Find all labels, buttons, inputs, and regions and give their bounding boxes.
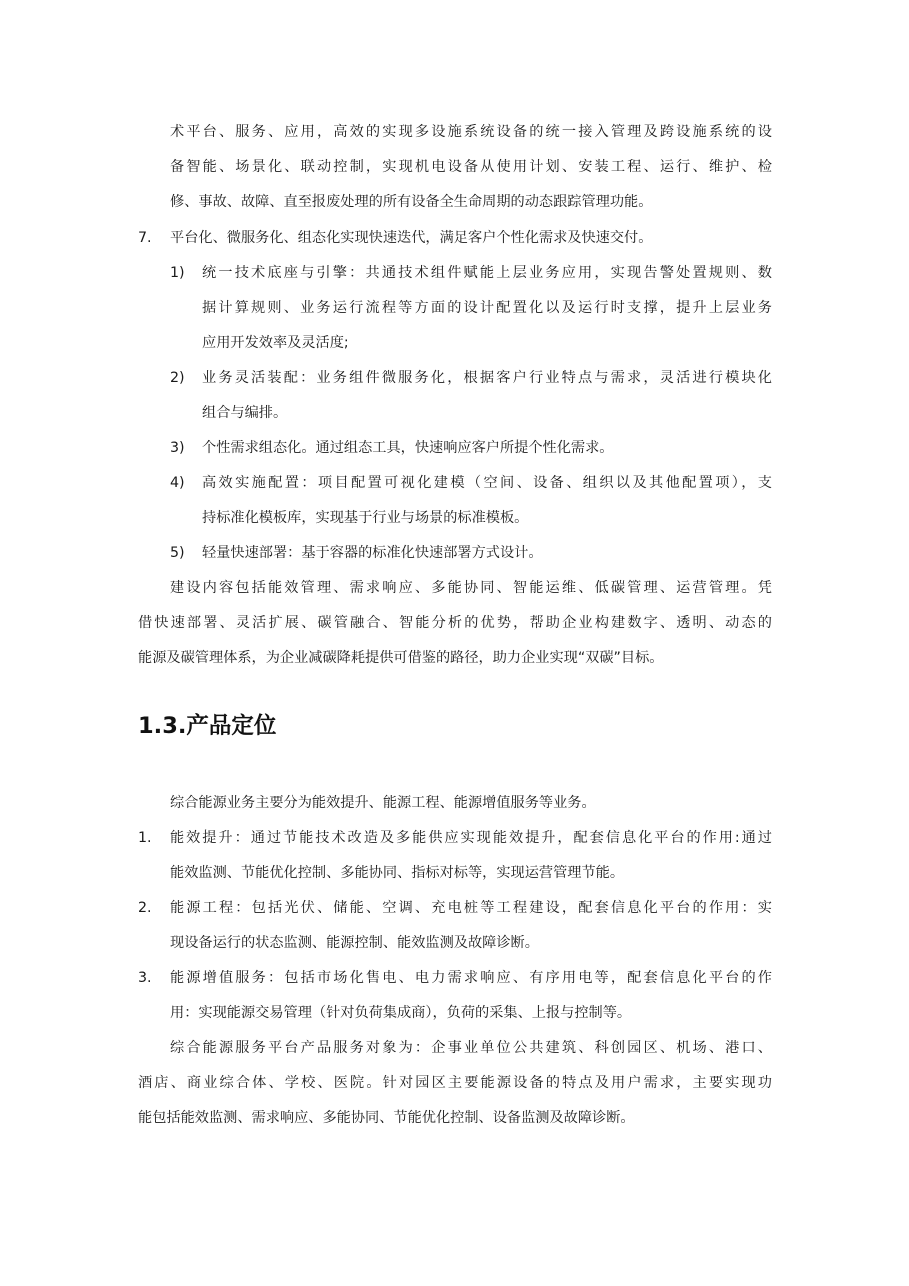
subitem-line: 高效实施配置：项目配置可视化建模（空间、设备、组织以及其他配置项），支 bbox=[202, 475, 772, 491]
list-number: 1. bbox=[138, 830, 152, 846]
list-item-line: 现设备运行的状态监测、能源控制、能效监测及故障诊断。 bbox=[170, 935, 539, 951]
subitem-line: 据计算规则、业务运行流程等方面的设计配置化以及运行时支撑，提升上层业务 bbox=[202, 300, 772, 316]
paragraph-line: 备智能、场景化、联动控制，实现机电设备从使用计划、安装工程、运行、维护、检 bbox=[170, 159, 772, 175]
list-item-line: 能效提升：通过节能技术改造及多能供应实现能效提升，配套信息化平台的作用:通过 bbox=[170, 830, 772, 846]
section-intro: 综合能源业务主要分为能效提升、能源工程、能源增值服务等业务。 bbox=[170, 795, 596, 811]
list-item-line: 能源工程：包括光伏、储能、空调、充电桩等工程建设，配套信息化平台的作用：实 bbox=[170, 900, 772, 916]
paragraph-line: 借快速部署、灵活扩展、碳管融合、智能分析的优势，帮助企业构建数字、透明、动态的 bbox=[138, 615, 772, 631]
paragraph-line: 修、事故、故障、直至报废处理的所有设备全生命周期的动态跟踪管理功能。 bbox=[170, 194, 653, 210]
subitem-number: 3) bbox=[170, 440, 185, 456]
subitem-number: 1) bbox=[170, 265, 185, 281]
paragraph-line: 综合能源服务平台产品服务对象为：企事业单位公共建筑、科创园区、机场、港口、 bbox=[170, 1040, 772, 1056]
subitem-line: 业务灵活装配：业务组件微服务化，根据客户行业特点与需求，灵活进行模块化 bbox=[202, 370, 772, 386]
list-item-text: 平台化、微服务化、组态化实现快速迭代，满足客户个性化需求及快速交付。 bbox=[170, 230, 653, 246]
list-number: 7. bbox=[138, 230, 152, 246]
paragraph-line: 能源及碳管理体系，为企业减碳降耗提供可借鉴的路径，助力企业实现“双碳”目标。 bbox=[138, 650, 664, 666]
subitem-line: 组合与编排。 bbox=[202, 405, 288, 421]
subitem-line: 个性需求组态化。通过组态工具，快速响应客户所提个性化需求。 bbox=[202, 440, 614, 456]
paragraph-line: 能包括能效监测、需求响应、多能协同、节能优化控制、设备监测及故障诊断。 bbox=[138, 1110, 635, 1126]
subitem-line: 统一技术底座与引擎：共通技术组件赋能上层业务应用，实现告警处置规则、数 bbox=[202, 265, 772, 281]
list-item-line: 能源增值服务：包括市场化售电、电力需求响应、有序用电等，配套信息化平台的作 bbox=[170, 970, 772, 986]
list-number: 2. bbox=[138, 900, 152, 916]
paragraph-line: 建设内容包括能效管理、需求响应、多能协同、智能运维、低碳管理、运营管理。凭 bbox=[170, 580, 772, 596]
subitem-line: 轻量快速部署：基于容器的标准化快速部署方式设计。 bbox=[202, 545, 543, 561]
subitem-number: 5) bbox=[170, 545, 185, 561]
paragraph-line: 术平台、服务、应用，高效的实现多设施系统设备的统一接入管理及跨设施系统的设 bbox=[170, 124, 772, 140]
list-item-line: 用：实现能源交易管理（针对负荷集成商），负荷的采集、上报与控制等。 bbox=[170, 1005, 632, 1021]
paragraph-line: 酒店、商业综合体、学校、医院。针对园区主要能源设备的特点及用户需求，主要实现功 bbox=[138, 1075, 772, 1091]
list-number: 3. bbox=[138, 970, 152, 986]
subitem-line: 持标准化模板库，实现基于行业与场景的标准模板。 bbox=[202, 510, 529, 526]
subitem-line: 应用开发效率及灵活度; bbox=[202, 335, 349, 351]
section-heading: 1.3.产品定位 bbox=[138, 713, 277, 739]
subitem-number: 4) bbox=[170, 475, 185, 491]
list-item-line: 能效监测、节能优化控制、多能协同、指标对标等，实现运营管理节能。 bbox=[170, 865, 625, 881]
subitem-number: 2) bbox=[170, 370, 185, 386]
